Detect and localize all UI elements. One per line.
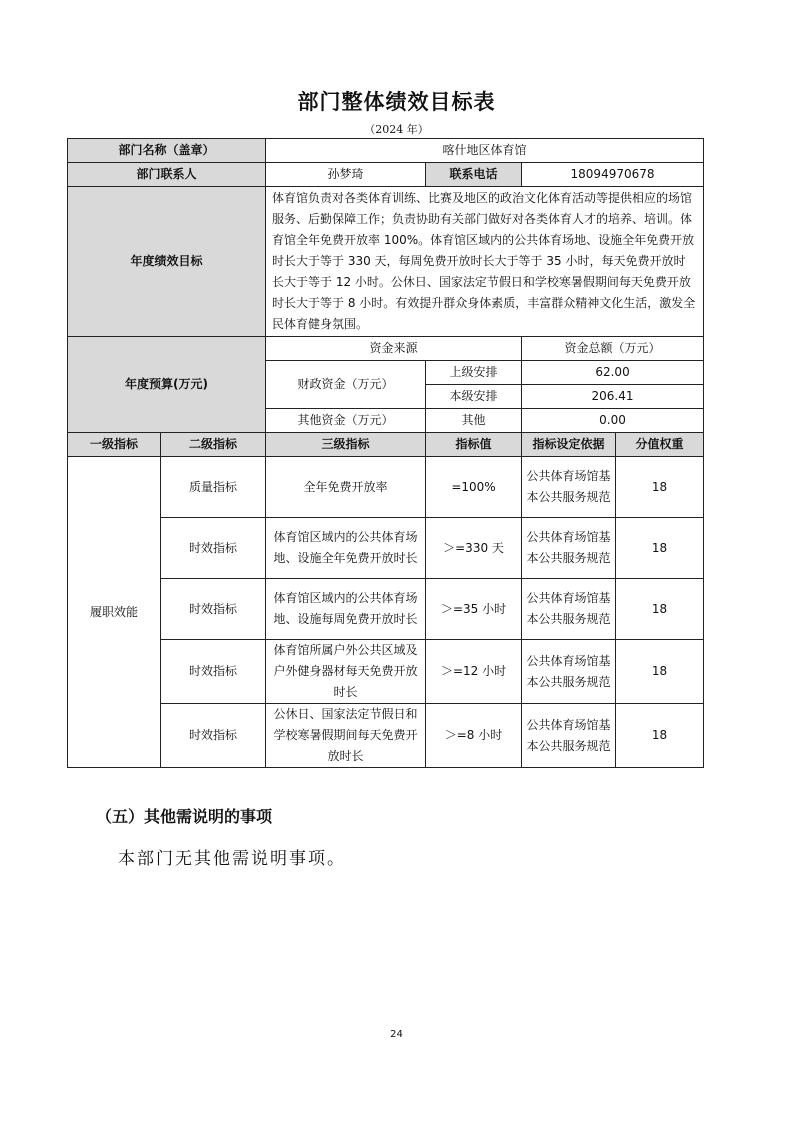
section-body: 本部门无其他需说明事项。 xyxy=(118,849,346,869)
indicator-weight: 18 xyxy=(616,579,704,640)
budget-header-row xyxy=(68,337,704,361)
dept-name-value: 喀什地区体育馆 xyxy=(266,139,704,163)
indicator-header-row xyxy=(68,433,704,457)
header-level3: 三级指标 xyxy=(266,433,426,457)
fund-source-header: 资金来源 xyxy=(266,337,522,361)
table-row xyxy=(68,518,704,579)
phone-label: 联系电话 xyxy=(426,163,522,187)
performance-table xyxy=(67,138,704,768)
other-fund-value: 0.00 xyxy=(522,409,704,433)
indicator-basis: 公共体育场馆基本公共服务规范 xyxy=(522,579,616,640)
goal-row xyxy=(68,187,704,337)
table-row xyxy=(68,640,704,704)
contact-value: 孙梦琦 xyxy=(266,163,426,187)
upper-arrangement-label: 上级安排 xyxy=(426,361,522,385)
dept-name-row xyxy=(68,139,704,163)
other-fund-label: 其他资金（万元） xyxy=(266,409,426,433)
level2-indicator: 时效指标 xyxy=(161,579,266,640)
other-sub-label: 其他 xyxy=(426,409,522,433)
table-row xyxy=(68,579,704,640)
page-number: 24 xyxy=(390,1029,403,1040)
indicator-value: ＞=35 小时 xyxy=(426,579,522,640)
indicator-basis: 公共体育场馆基本公共服务规范 xyxy=(522,704,616,768)
local-arrangement-value: 206.41 xyxy=(522,385,704,409)
indicator-weight: 18 xyxy=(616,457,704,518)
fund-total-header: 资金总额（万元） xyxy=(522,337,704,361)
indicator-weight: 18 xyxy=(616,704,704,768)
table-row xyxy=(68,457,704,518)
level2-indicator: 时效指标 xyxy=(161,518,266,579)
level1-indicator: 履职效能 xyxy=(68,457,161,768)
fiscal-fund-label: 财政资金（万元） xyxy=(266,361,426,409)
header-value: 指标值 xyxy=(426,433,522,457)
level3-indicator: 公休日、国家法定节假日和学校寒暑假期间每天免费开放时长 xyxy=(266,704,426,768)
level3-indicator: 体育馆所属户外公共区域及户外健身器材每天免费开放时长 xyxy=(266,640,426,704)
page-title: 部门整体绩效目标表 xyxy=(297,90,496,114)
level2-indicator: 时效指标 xyxy=(161,704,266,768)
year-subtitle: （2024 年） xyxy=(364,123,429,136)
goal-label: 年度绩效目标 xyxy=(68,187,266,337)
indicator-value: =100% xyxy=(426,457,522,518)
level2-indicator: 质量指标 xyxy=(161,457,266,518)
phone-value: 18094970678 xyxy=(522,163,704,187)
header-weight: 分值权重 xyxy=(616,433,704,457)
local-arrangement-label: 本级安排 xyxy=(426,385,522,409)
table-row xyxy=(68,704,704,768)
level3-indicator: 体育馆区域内的公共体育场地、设施每周免费开放时长 xyxy=(266,579,426,640)
indicator-value: ＞=330 天 xyxy=(426,518,522,579)
upper-arrangement-value: 62.00 xyxy=(522,361,704,385)
goal-text: 体育馆负责对各类体育训练、比赛及地区的政治文化体育活动等提供相应的场馆服务、后勤保障工作；负责协助有关部门做好对各类体育人才的培养、培训。体育馆全年免费开放率 100%。体育馆区域内的公共体育场地、设施全年免费开放时长大于等于 330 天，每周免费开放时长大于等于 35 小时，每天免费开放时长大于等于 12 小时。公休日、国家法定节假日和学校寒暑假期间每天免费开放时长大于等于 8 小时。有效提升群众身体素质，丰富群众精神文化生活，激发全民体育健身氛围。 xyxy=(266,187,704,337)
header-level1: 一级指标 xyxy=(68,433,161,457)
indicator-weight: 18 xyxy=(616,518,704,579)
budget-label: 年度预算(万元) xyxy=(68,337,266,433)
indicator-value: ＞=12 小时 xyxy=(426,640,522,704)
level3-indicator: 全年免费开放率 xyxy=(266,457,426,518)
header-basis: 指标设定依据 xyxy=(522,433,616,457)
level3-indicator: 体育馆区域内的公共体育场地、设施全年免费开放时长 xyxy=(266,518,426,579)
contact-label: 部门联系人 xyxy=(68,163,266,187)
indicator-basis: 公共体育场馆基本公共服务规范 xyxy=(522,457,616,518)
section-heading: （五）其他需说明的事项 xyxy=(96,807,273,826)
indicator-basis: 公共体育场馆基本公共服务规范 xyxy=(522,518,616,579)
dept-name-label: 部门名称（盖章） xyxy=(68,139,266,163)
dept-contact-row xyxy=(68,163,704,187)
indicator-value: ＞=8 小时 xyxy=(426,704,522,768)
indicator-weight: 18 xyxy=(616,640,704,704)
header-level2: 二级指标 xyxy=(161,433,266,457)
level2-indicator: 时效指标 xyxy=(161,640,266,704)
indicator-basis: 公共体育场馆基本公共服务规范 xyxy=(522,640,616,704)
